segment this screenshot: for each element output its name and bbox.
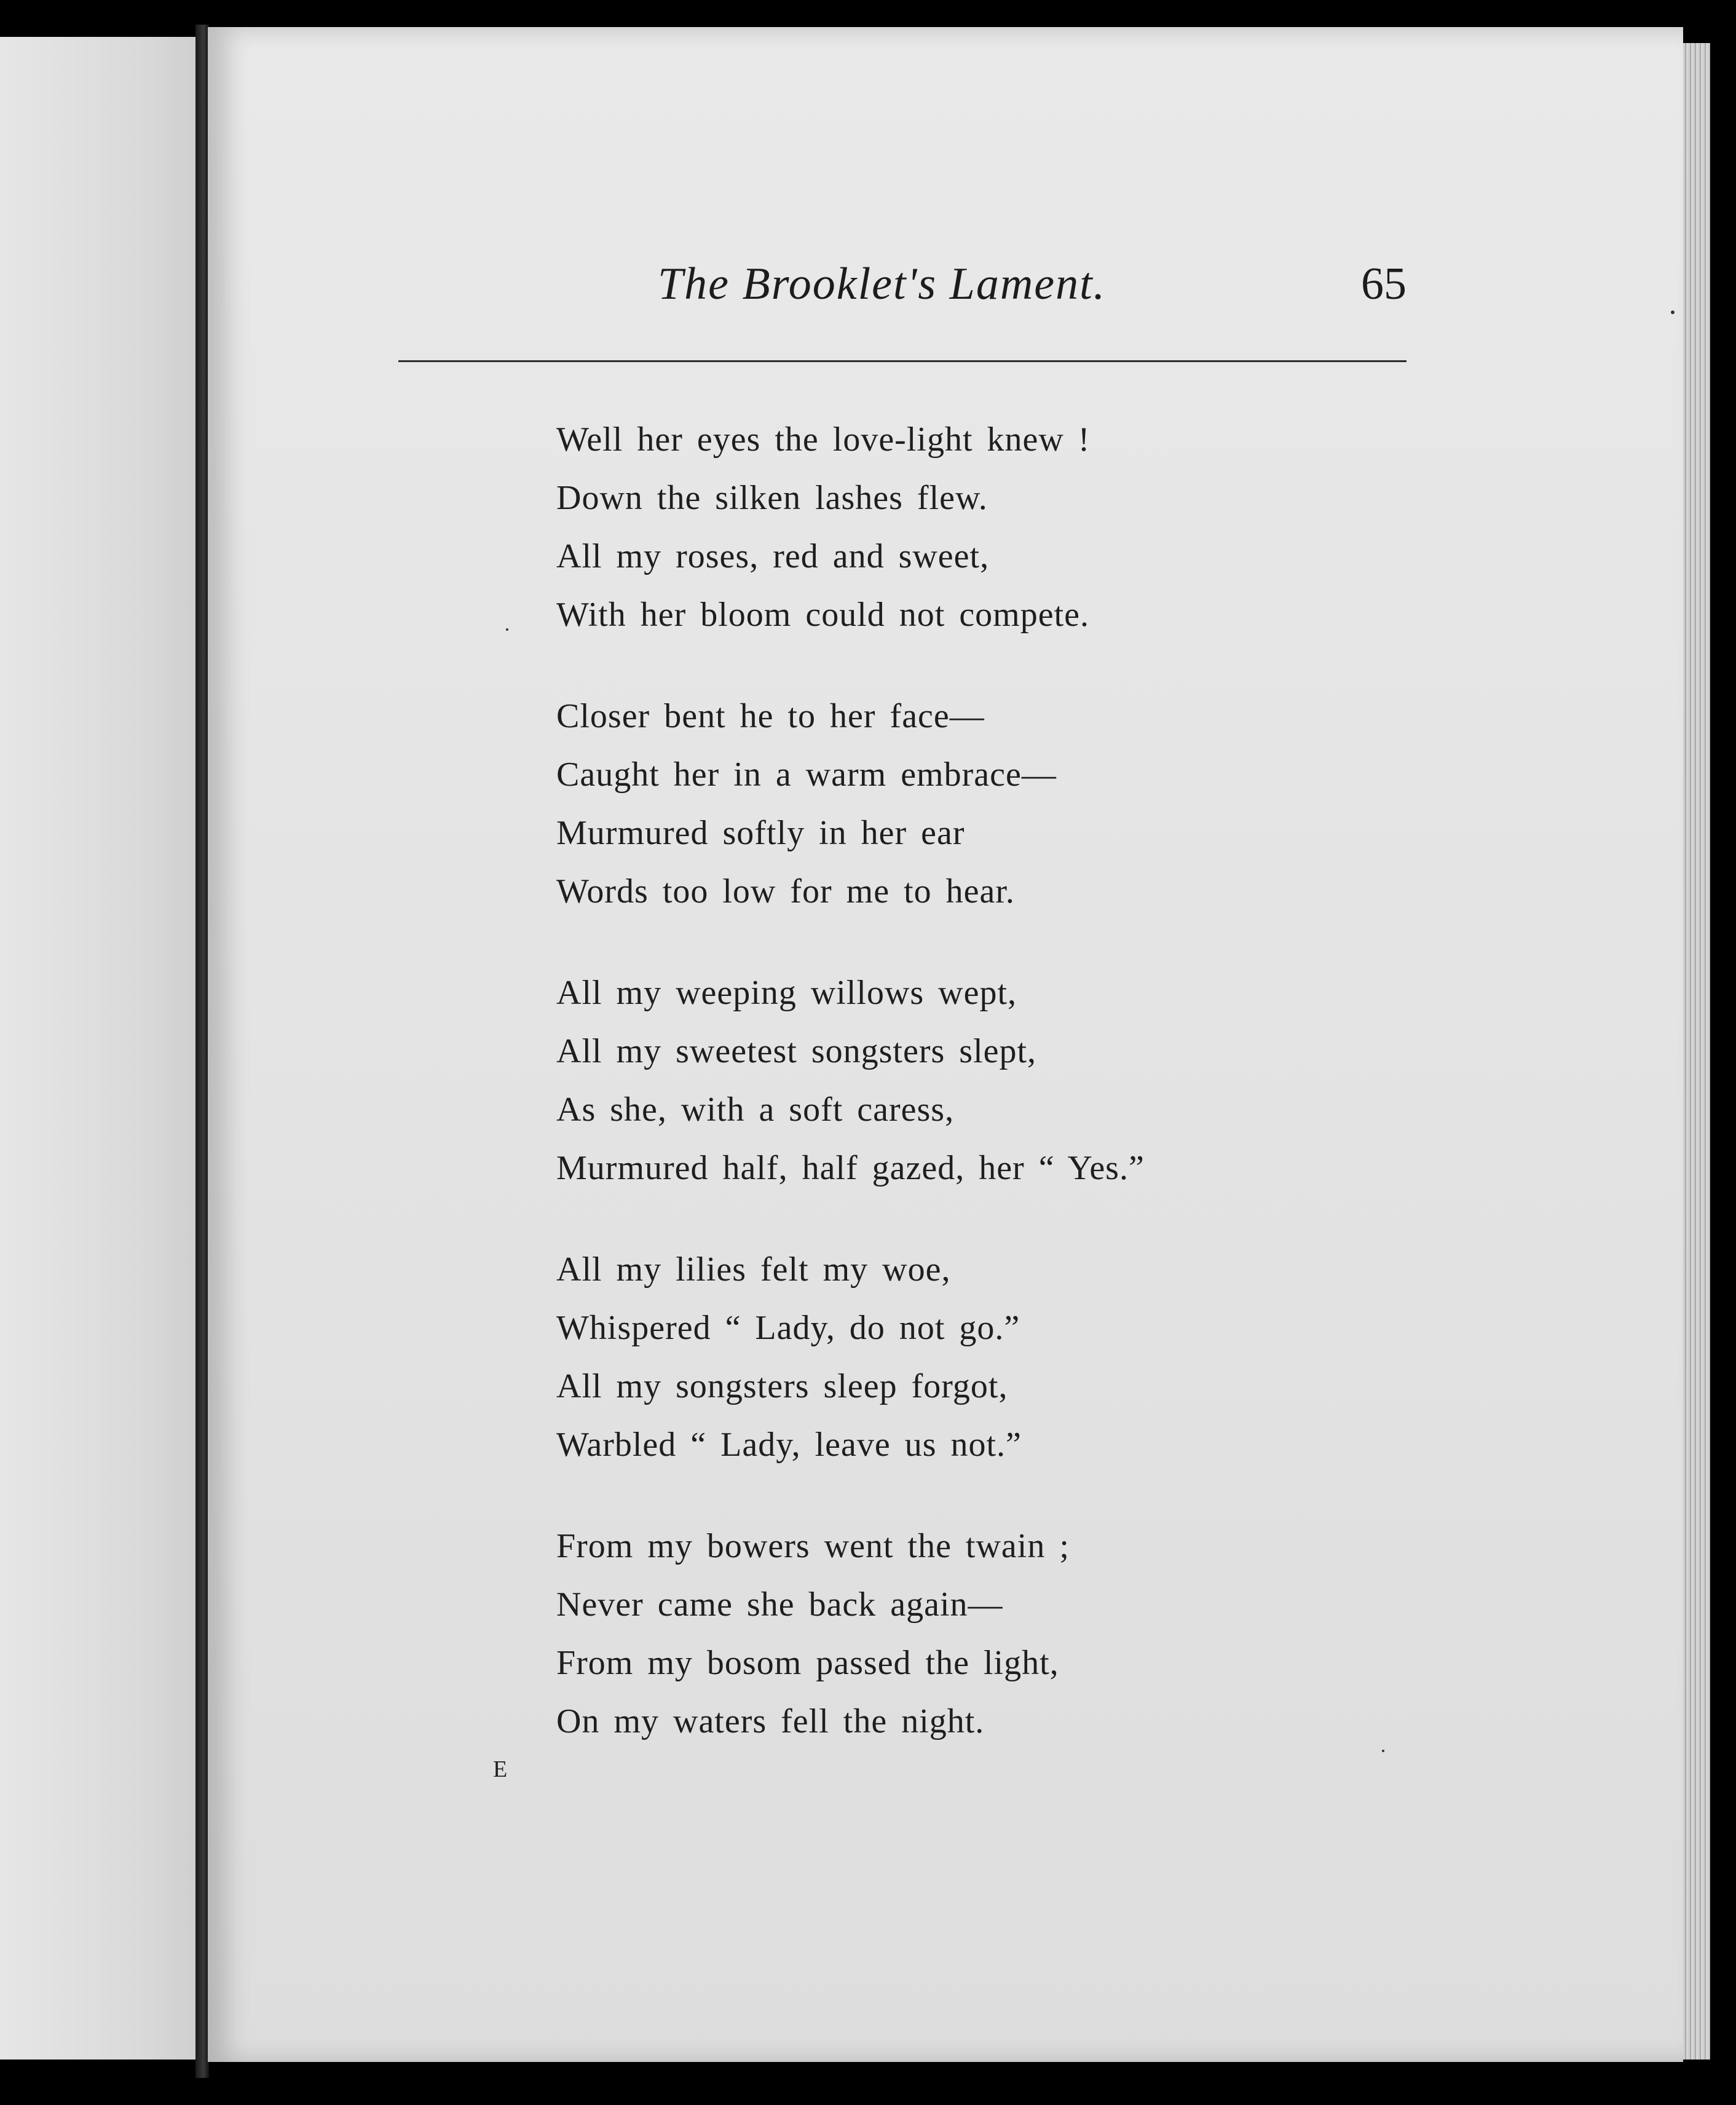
header-rule	[398, 360, 1407, 362]
poem-line: Warbled “ Lady, leave us not.”	[556, 1426, 1022, 1464]
poem-line: All my sweetest songsters slept,	[556, 1032, 1037, 1070]
poem-line: Down the silken lashes flew.	[556, 479, 988, 517]
poem-line: Whispered “ Lady, do not go.”	[556, 1309, 1020, 1347]
stanza	[556, 1517, 1417, 1751]
poem-line: Murmured half, half gazed, her “ Yes.”	[556, 1149, 1145, 1187]
poem-line: All my roses, red and sweet,	[556, 537, 990, 575]
signature-mark: E	[493, 1756, 508, 1782]
stanza	[556, 411, 1417, 644]
ink-speck	[1382, 1750, 1384, 1752]
stanza	[556, 1241, 1417, 1474]
poem-line: All my weeping willows wept,	[556, 974, 1017, 1012]
poem-line: Caught her in a warm embrace—	[556, 756, 1057, 794]
ink-speck	[1671, 310, 1675, 314]
poem-line: All my lilies felt my woe,	[556, 1250, 951, 1289]
poem-line: Never came she back again—	[556, 1586, 1003, 1624]
facing-page-edge	[0, 37, 197, 2060]
page-edges	[1683, 43, 1710, 2060]
book-gutter	[195, 25, 209, 2078]
poem-line: From my bowers went the twain ;	[556, 1527, 1070, 1565]
poem-line: On my waters fell the night.	[556, 1702, 985, 1740]
poem-line: All my songsters sleep forgot,	[556, 1367, 1008, 1405]
poem-line: Words too low for me to hear.	[556, 872, 1015, 910]
poem-line: From my bosom passed the light,	[556, 1644, 1059, 1682]
stanza	[556, 687, 1417, 921]
poem-body	[556, 411, 1417, 1794]
poem-line: As she, with a soft caress,	[556, 1091, 955, 1129]
page-number: 65	[1361, 259, 1407, 309]
poem-line: Well her eyes the love-light knew !	[556, 421, 1091, 459]
running-title: The Brooklet's Lament.	[658, 259, 1107, 309]
stanza	[556, 964, 1417, 1198]
poem-line: Murmured softly in her ear	[556, 814, 965, 852]
poem-line: With her bloom could not compete.	[556, 596, 1090, 634]
ink-speck	[506, 628, 508, 631]
poem-line: Closer bent he to her face—	[556, 697, 985, 735]
